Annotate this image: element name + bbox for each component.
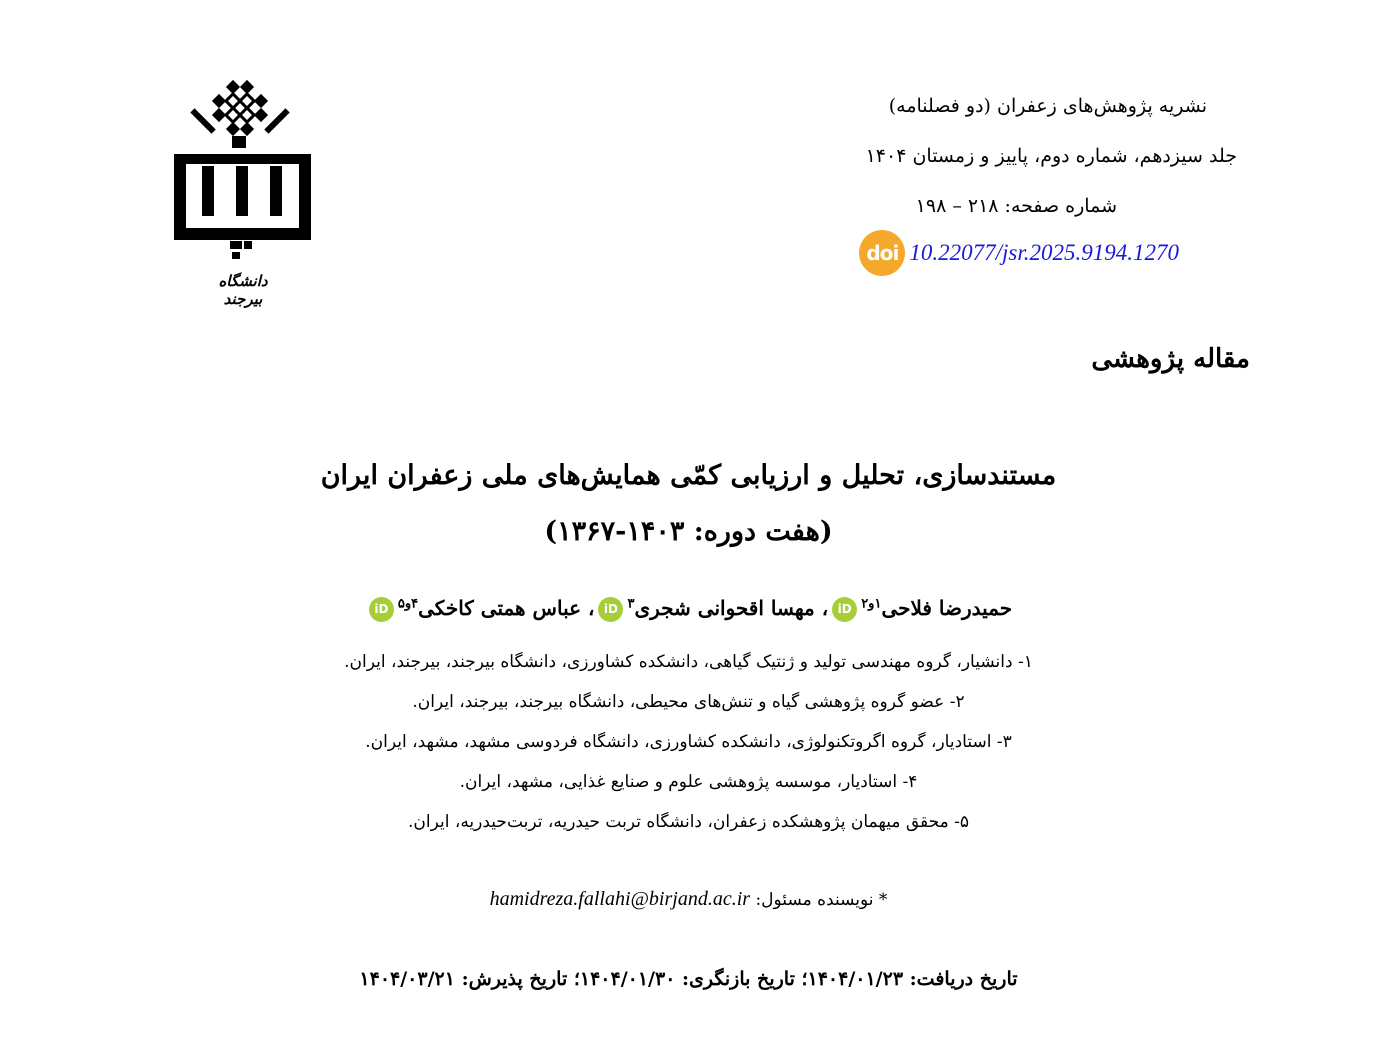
journal-pages: شماره صفحه: ۲۱۸ – ۱۹۸ [915,195,1117,217]
author-name: حمیدرضا فلاحی [881,596,1013,620]
title-line-1: مستندسازی، تحلیل و ارزیابی کمّی همایش‌های ملی زعفران ایران [320,460,1057,491]
author-affiliation-index: ۳ [627,596,635,612]
affiliation-item: ۵- محقق میهمان پژوهشکده زعفران، دانشگاه تربت حیدریه، تربت‌حیدریه، ایران. [407,812,970,832]
author-separator: ، [814,596,829,620]
article-title [0,448,1377,560]
doi-link[interactable]: 10.22077/jsr.2025.9194.1270 [909,240,1179,265]
article-dates: تاریخ دریافت: ۱۴۰۴/۰۱/۲۳؛ تاریخ بازنگری: ۱۴۰۴/۰۱/۳۰؛ تاریخ پذیرش: ۱۴۰۴/۰۳/۲۱ [359,968,1018,990]
orcid-icon[interactable]: iD [369,597,394,622]
corresponding-label: * نویسنده مسئول: [750,890,888,910]
affiliations [0,650,1377,850]
author-separator: ، [581,596,595,620]
author-name: مهسا اقحوانی شجری [634,596,815,620]
doi-icon: doi [859,230,905,276]
author-affiliation-index: ۱و۲ [861,596,882,612]
affiliation-item: ۲- عضو گروه پژوهشی گیاه و تنش‌های محیطی، دانشگاه بیرجند، بیرجند، ایران. [412,692,965,712]
author-name: عباس همتی کاخکی [418,596,582,620]
journal-volume-issue: جلد سیزدهم، شماره دوم، پاییز و زمستان ۱۴۰۴ [865,145,1237,167]
journal-info [687,94,1237,276]
corresponding-author [0,888,1377,911]
journal-name: نشریه پژوهش‌های زعفران (دو فصلنامه) [888,95,1207,117]
affiliation-item: ۴- استادیار، موسسه پژوهشی علوم و صنایع غذایی، مشهد، ایران. [459,772,918,792]
affiliation-item: ۳- استادیار، گروه اگروتکنولوژی، دانشکده کشاورزی، دانشگاه فردوسی مشهد، مشهد، ایران. [365,732,1012,752]
orcid-icon[interactable]: iD [598,597,623,622]
article-type: مقاله پژوهشی [1091,344,1250,374]
title-line-2: (هفت دوره: ۱۴۰۳-۱۳۶۷) [544,516,833,547]
author-affiliation-index: ۴و۵ [397,596,419,612]
authors [0,596,1377,622]
orcid-icon[interactable]: iD [832,597,857,622]
affiliation-item: ۱- دانشیار، گروه مهندسی تولید و ژنتیک گیاهی، دانشکده کشاورزی، دانشگاه بیرجند، بیرجند، ایران. [344,652,1033,672]
doi-row [687,230,1179,276]
logo-caption: دانشگاه بیرجند [218,272,268,308]
corresponding-email[interactable]: hamidreza.fallahi@birjand.ac.ir [489,888,751,910]
university-logo [170,76,315,306]
